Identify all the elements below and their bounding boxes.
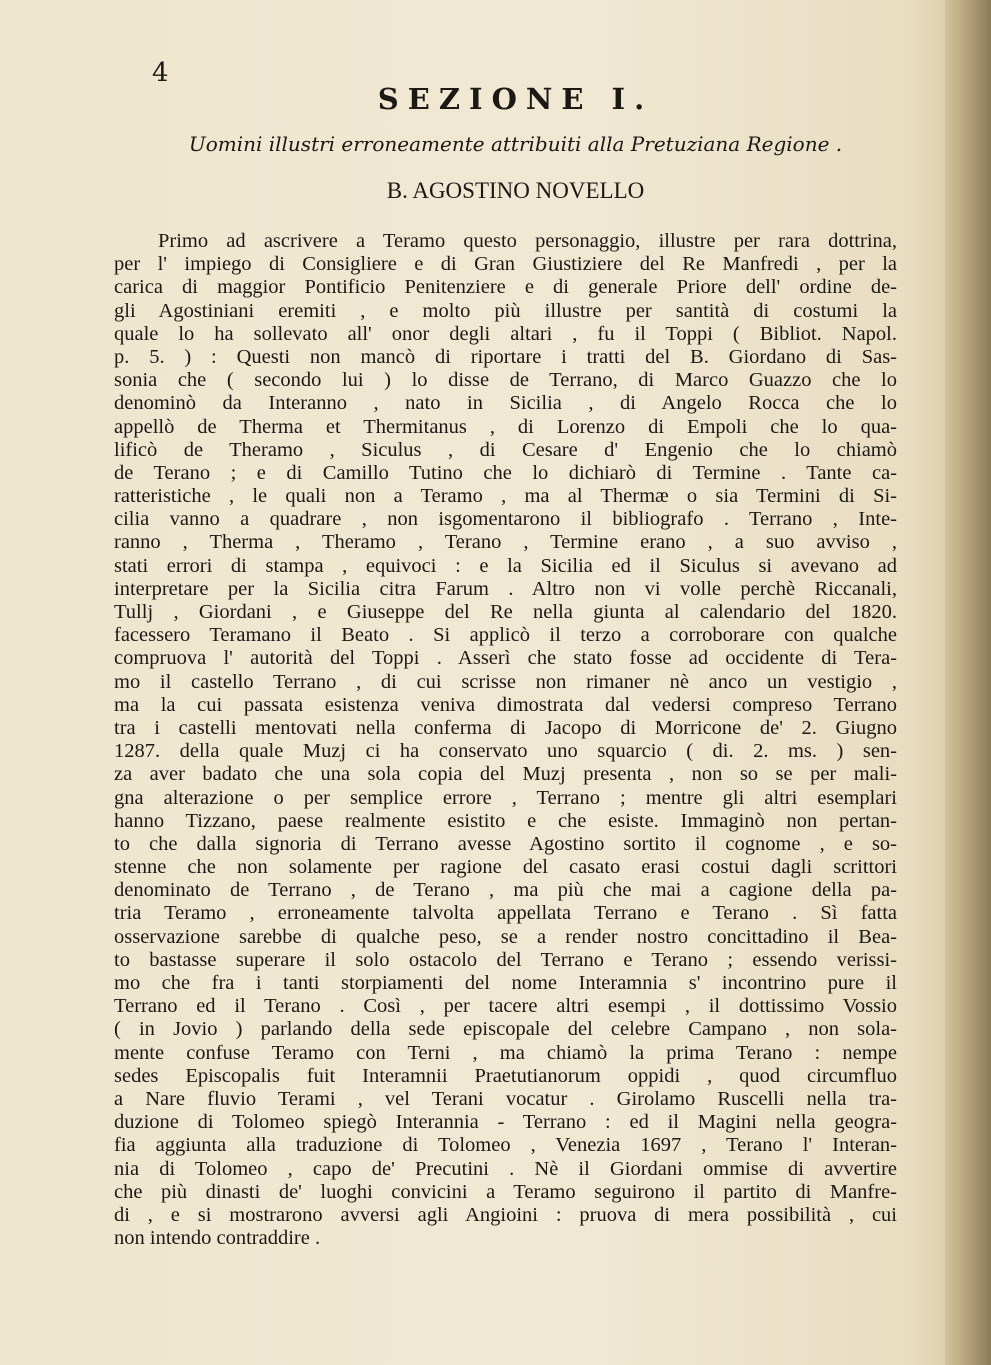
text-line: che più dinasti de' luoghi convicini a Teramo seguirono il partito di Manfre- [114, 1180, 897, 1203]
text-line: p. 5. ) : Questi non mancò di riportare i tratti del B. Giordano di Sas- [114, 345, 897, 368]
text-line: za aver badato che una sola copia del Muzj presenta , non so se per mali- [114, 763, 897, 786]
page-edge [945, 0, 991, 1365]
section-subtitle: Uomini illustri erroneamente attribuiti alla Pretuziana Regione . [188, 132, 843, 156]
text-line: lificò de Theramo , Siculus , di Cesare d' Engenio che lo chiamò [114, 438, 897, 461]
text-line: stati errori di stampa , equivoci : e la Sicilia ed il Siculus si avevano ad [114, 554, 897, 577]
text-line: tria Teramo , erroneamente talvolta appellata Terrano e Terano . Sì fatta [114, 902, 897, 925]
text-line: hanno Tizzano, paese realmente esistito e che esiste. Immaginò non pertan- [114, 809, 897, 832]
text-line: cilia vanno a quadrare , non isgomentarono il bibliografo . Terrano , Inte- [114, 508, 897, 531]
text-line: ranno , Therma , Theramo , Terano , Termine erano , a suo avviso , [114, 531, 897, 554]
text-line: osservazione sarebbe di qualche peso, se a render nostro concittadino il Bea- [114, 925, 897, 948]
text-line: gli Agostiniani eremiti , e molto più illustre per santità di costumi la [114, 299, 897, 322]
text-line: mo il castello Terrano , di cui scrisse non rimaner nè anco un vestigio , [114, 670, 897, 693]
text-line: sonia che ( secondo lui ) lo disse de Terrano, di Marco Guazzo che lo [114, 369, 897, 392]
text-line: ratteristiche , le quali non a Teramo , ma al Thermæ o sia Termini di Si- [114, 485, 897, 508]
text-line: quale lo ha sollevato all' onor degli altari , fu il Toppi ( Bibliot. Napol. [114, 322, 897, 345]
text-line: fia aggiunta alla traduzione di Tolomeo , Venezia 1697 , Terano l' Interan- [114, 1134, 897, 1157]
text-line: gna alterazione o per semplice errore , Terrano ; mentre gli altri esemplari [114, 786, 897, 809]
text-line: di , e si mostrarono avversi agli Angioini : pruova di mera possibilità , cui [114, 1203, 897, 1226]
text-line: stenne che non solamente per ragione del casato erasi costui dagli scrittori [114, 856, 897, 879]
text-line: mente confuse Teramo con Terni , ma chiamò la prima Terano : nempe [114, 1041, 897, 1064]
text-line: carica di maggior Pontificio Penitenziere e di generale Priore dell' ordine de- [114, 276, 897, 299]
text-line: per l' impiego di Consigliere e di Gran Giustiziere del Re Manfredi , per la [114, 253, 897, 276]
text-line: appellò de Therma et Thermitanus , di Lorenzo di Empoli che lo qua- [114, 415, 897, 438]
text-line: de Terano ; e di Camillo Tutino che lo dichiarò di Termine . Tante ca- [114, 461, 897, 484]
text-line: sedes Episcopalis fuit Interamnii Praetutianorum oppidi , quod circumfluo [114, 1064, 897, 1087]
text-line: compruova l' autorità del Toppi . Asserì che stato fosse ad occidente di Tera- [114, 647, 897, 670]
entry-heading: B. AGOSTINO NOVELLO [386, 178, 645, 203]
text-line: ( in Jovio ) parlando della sede episcopale del celebre Campano , non sola- [114, 1018, 897, 1041]
text-line: ma la cui passata esistenza veniva dimostrata dal vedersi compreso Terrano [114, 693, 897, 716]
text-line: duzione di Tolomeo spiegò Interannia - Terrano : ed il Magini nella geogra- [114, 1111, 897, 1134]
text-line: to bastasse superare il solo ostacolo del Terrano e Terano ; essendo verissi- [114, 948, 897, 971]
text-line: non intendo contraddire . [114, 1227, 321, 1250]
text-line: facessero Teramano il Beato . Si applicò il terzo a corroborare con qualche [114, 624, 897, 647]
body-text [114, 230, 897, 1250]
text-line: nia di Tolomeo , capo de' Precutini . Nè il Giordani ommise di avvertire [114, 1157, 897, 1180]
text-line: 1287. della quale Muzj ci ha conservato uno squarcio ( di. 2. ms. ) sen- [114, 740, 897, 763]
text-line: Terrano ed il Terano . Così , per tacere altri esempi , il dottissimo Vossio [114, 995, 897, 1018]
text-line: denominò da Interanno , nato in Sicilia , di Angelo Rocca che lo [114, 392, 897, 415]
text-line: Tullj , Giordani , e Giuseppe del Re nella giunta al calendario del 1820. [114, 601, 897, 623]
text-line: mo che fra i tanti storpiamenti del nome Interamnia s' incontrino pure il [114, 972, 897, 994]
page-number: 4 [152, 58, 169, 88]
text-line: to che dalla signoria di Terrano avesse Agostino sortito il cognome , e so- [114, 832, 897, 855]
text-line: tra i castelli mentovati nella conferma di Jacopo di Morricone de' 2. Giugno [114, 716, 897, 739]
text-line: Primo ad ascrivere a Teramo questo personaggio, illustre per rara dottrina, [158, 230, 897, 252]
text-line: interpretare per la Sicilia citra Farum . Altro non vi volle perchè Riccanali, [114, 577, 897, 600]
text-line: denominato de Terrano , de Terano , ma più che mai a cagione della pa- [114, 879, 897, 902]
text-line: a Nare fluvio Terami , vel Terani vocatur . Girolamo Ruscelli nella tra- [114, 1087, 897, 1110]
section-title: SEZIONE I. [377, 82, 654, 116]
